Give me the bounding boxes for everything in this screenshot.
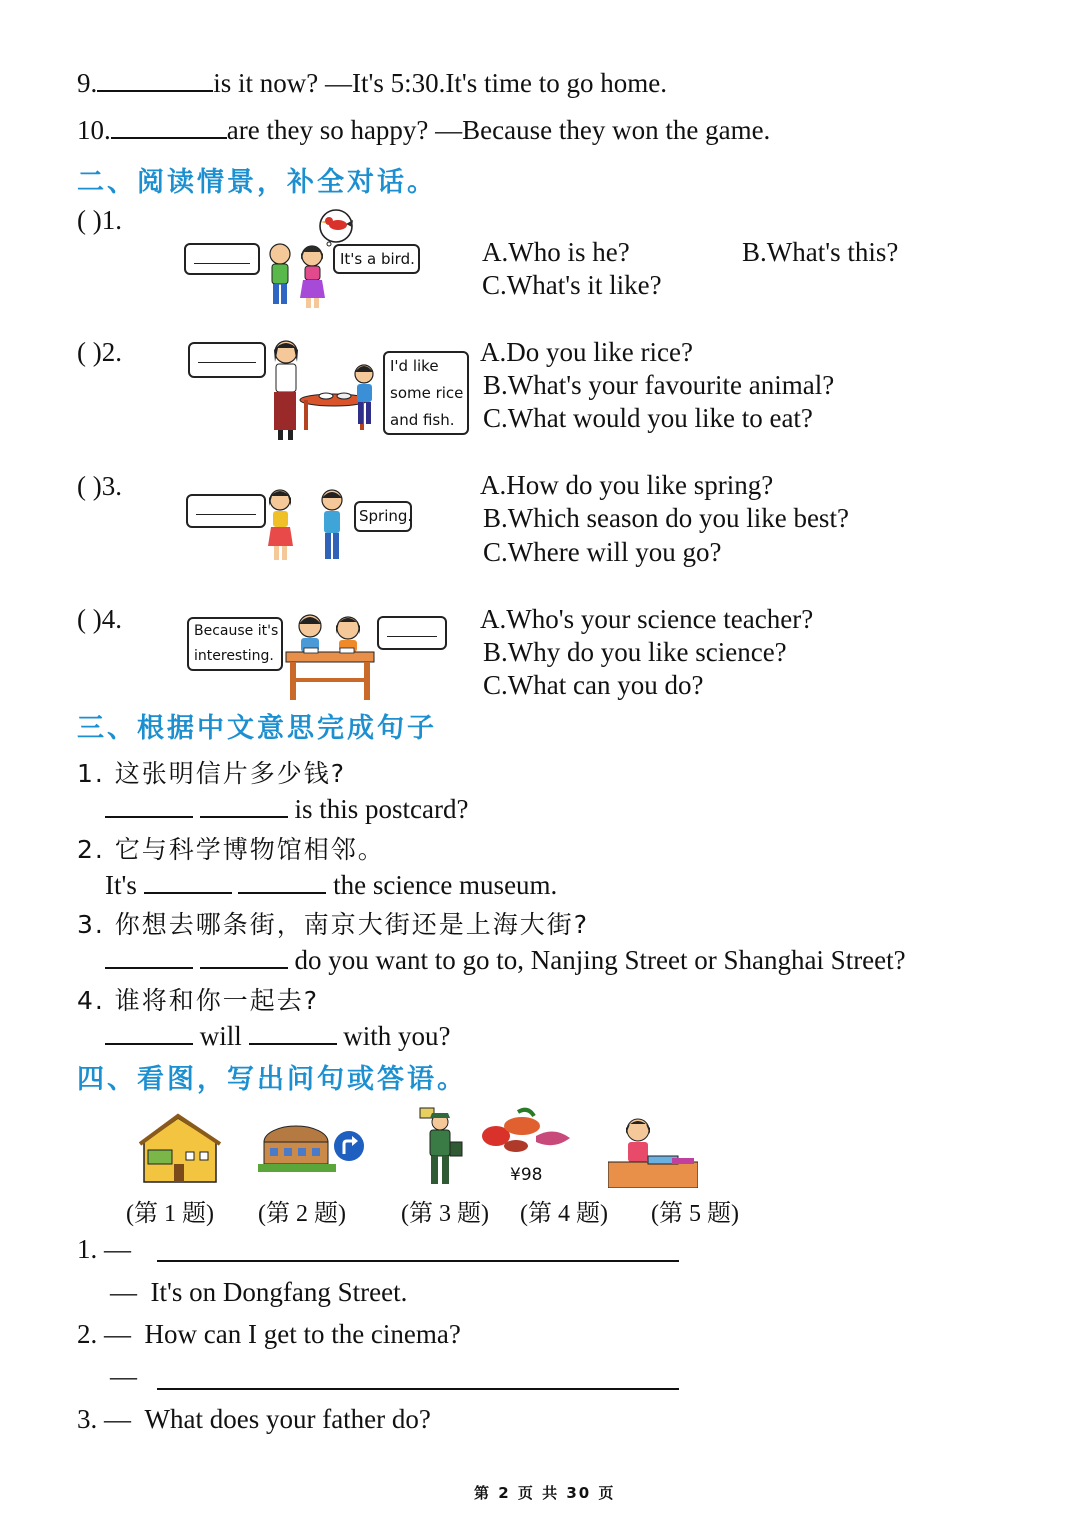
option-c: C.What can you do? <box>483 670 704 700</box>
chinese-prompt-1: 1. 这张明信片多少钱? <box>77 759 347 788</box>
dialogue-1-answer <box>110 1276 407 1308</box>
boy-figure <box>299 615 321 652</box>
answer-blank[interactable] <box>144 868 232 894</box>
question-text: are they so happy? —Because they won the game. <box>226 115 771 145</box>
section-2-title: 二、阅读情景，补全对话。 <box>77 167 437 198</box>
dialogue-number: 3. <box>77 1404 98 1434</box>
sentence-text: with you? <box>343 1021 451 1051</box>
answer-paren-3[interactable]: ( )3. <box>77 471 122 501</box>
dash: — <box>104 1234 131 1264</box>
speech-bubble <box>187 617 283 671</box>
sentence-prefix: It's <box>105 870 137 900</box>
answer-blank[interactable] <box>200 792 288 818</box>
speech-bubble <box>383 351 469 435</box>
dash: — <box>110 1277 137 1307</box>
bubble-line: I'd like <box>390 357 439 375</box>
turn-right-sign-icon <box>333 1130 365 1162</box>
bubble-line: interesting. <box>194 648 274 664</box>
girl-figure <box>300 246 325 308</box>
option-b: B.What's your favourite animal? <box>483 370 835 400</box>
question-9 <box>77 66 667 99</box>
speech-bubble: Spring. <box>354 501 412 532</box>
english-sentence-1 <box>105 792 468 825</box>
dialogue-2-question <box>77 1318 461 1350</box>
dinner-table-illustration <box>262 334 382 444</box>
option-b: B.Which season do you like best? <box>483 503 849 533</box>
dash: — <box>104 1319 131 1349</box>
answer-line[interactable] <box>157 1260 679 1262</box>
option-a: A.Who is he? <box>482 237 630 267</box>
answer-text: It's on Dongfang Street. <box>150 1277 408 1307</box>
answer-blank[interactable] <box>111 113 227 139</box>
option-a: A.Do you like rice? <box>480 337 693 367</box>
bubble-line: Because it's <box>194 623 279 639</box>
option-b: B.Why do you like science? <box>483 637 787 667</box>
girl-doing-homework-icon <box>608 1112 698 1188</box>
option-a: A.How do you like spring? <box>480 470 774 500</box>
section-4-title: 四、看图，写出问句或答语。 <box>77 1064 467 1095</box>
answer-blank[interactable] <box>249 1019 337 1045</box>
dash: — <box>110 1361 137 1391</box>
empty-speech-bubble <box>184 243 260 275</box>
speech-bubble: It's a bird. <box>333 244 420 274</box>
answer-blank[interactable] <box>105 943 193 969</box>
answer-paren-2[interactable]: ( )2. <box>77 337 122 367</box>
option-c: C.What's it like? <box>482 270 662 300</box>
picture-caption-5: (第 5 题) <box>651 1201 739 1227</box>
option-c: C.Where will you go? <box>483 537 722 567</box>
answer-blank[interactable] <box>105 1019 193 1045</box>
empty-speech-bubble <box>377 616 447 650</box>
empty-speech-bubble <box>188 342 266 378</box>
option-a: A.Who's your science teacher? <box>480 604 814 634</box>
woman-figure <box>274 341 298 440</box>
children-illustration <box>262 484 354 566</box>
answer-blank[interactable] <box>97 66 213 92</box>
page-footer: 第 2 页 共 30 页 <box>474 1484 616 1502</box>
question-text: How can I get to the cinema? <box>144 1319 461 1349</box>
picture-caption-4: (第 4 题) <box>520 1201 608 1227</box>
option-b: B.What's this? <box>742 237 899 267</box>
dialogue-number: 2. <box>77 1319 98 1349</box>
picture-caption-1: (第 1 题) <box>126 1201 214 1227</box>
sentence-text: the science museum. <box>333 870 558 900</box>
bubble-line: and fish. <box>390 411 455 429</box>
picture-caption-3: (第 3 题) <box>401 1201 489 1227</box>
cinema-building-icon <box>258 1120 336 1174</box>
question-10 <box>77 113 770 146</box>
boy-figure <box>270 244 290 304</box>
english-sentence-2 <box>105 868 557 901</box>
bird-thought-bubble-icon <box>316 208 356 248</box>
girl-figure <box>336 617 360 652</box>
question-text: What does your father do? <box>144 1404 431 1434</box>
price-label: ¥98 <box>510 1165 543 1185</box>
empty-speech-bubble <box>186 494 266 528</box>
answer-blank[interactable] <box>238 868 326 894</box>
chinese-prompt-2: 2. 它与科学博物馆相邻。 <box>77 835 385 864</box>
sentence-text: do you want to go to, Nanjing Street or Shanghai Street? <box>294 945 906 975</box>
answer-blank[interactable] <box>200 943 288 969</box>
sentence-mid: will <box>199 1021 242 1051</box>
question-text: is it now? —It's 5:30.It's time to go home. <box>213 68 667 98</box>
bookstore-building-icon <box>138 1112 222 1186</box>
sentence-text: is this postcard? <box>294 794 469 824</box>
dash: — <box>104 1404 131 1434</box>
answer-paren-1[interactable]: ( )1. <box>77 205 122 235</box>
dialogue-1-question <box>77 1233 131 1265</box>
answer-line[interactable] <box>157 1388 679 1390</box>
seafood-icon <box>478 1106 574 1162</box>
section-3-title: 三、根据中文意思完成句子 <box>77 713 437 744</box>
classroom-illustration <box>282 610 378 702</box>
question-number: 9. <box>77 68 98 98</box>
english-sentence-4 <box>105 1019 451 1052</box>
answer-blank[interactable] <box>105 792 193 818</box>
picture-caption-2: (第 2 题) <box>258 1201 346 1227</box>
chinese-prompt-4: 4. 谁将和你一起去? <box>77 986 320 1015</box>
boy-figure <box>322 490 342 559</box>
dialogue-number: 1. <box>77 1234 98 1264</box>
chinese-prompt-3: 3. 你想去哪条街，南京大街还是上海大街? <box>77 910 590 939</box>
question-number: 10. <box>77 115 111 145</box>
answer-paren-4[interactable]: ( )4. <box>77 604 122 634</box>
option-c: C.What would you like to eat? <box>483 403 813 433</box>
bubble-line: some rice <box>390 384 464 402</box>
english-sentence-3 <box>105 943 906 976</box>
dialogue-2-answer <box>110 1360 137 1392</box>
dialogue-3-question <box>77 1403 431 1435</box>
postman-icon <box>412 1106 470 1190</box>
girl-figure <box>268 490 293 560</box>
